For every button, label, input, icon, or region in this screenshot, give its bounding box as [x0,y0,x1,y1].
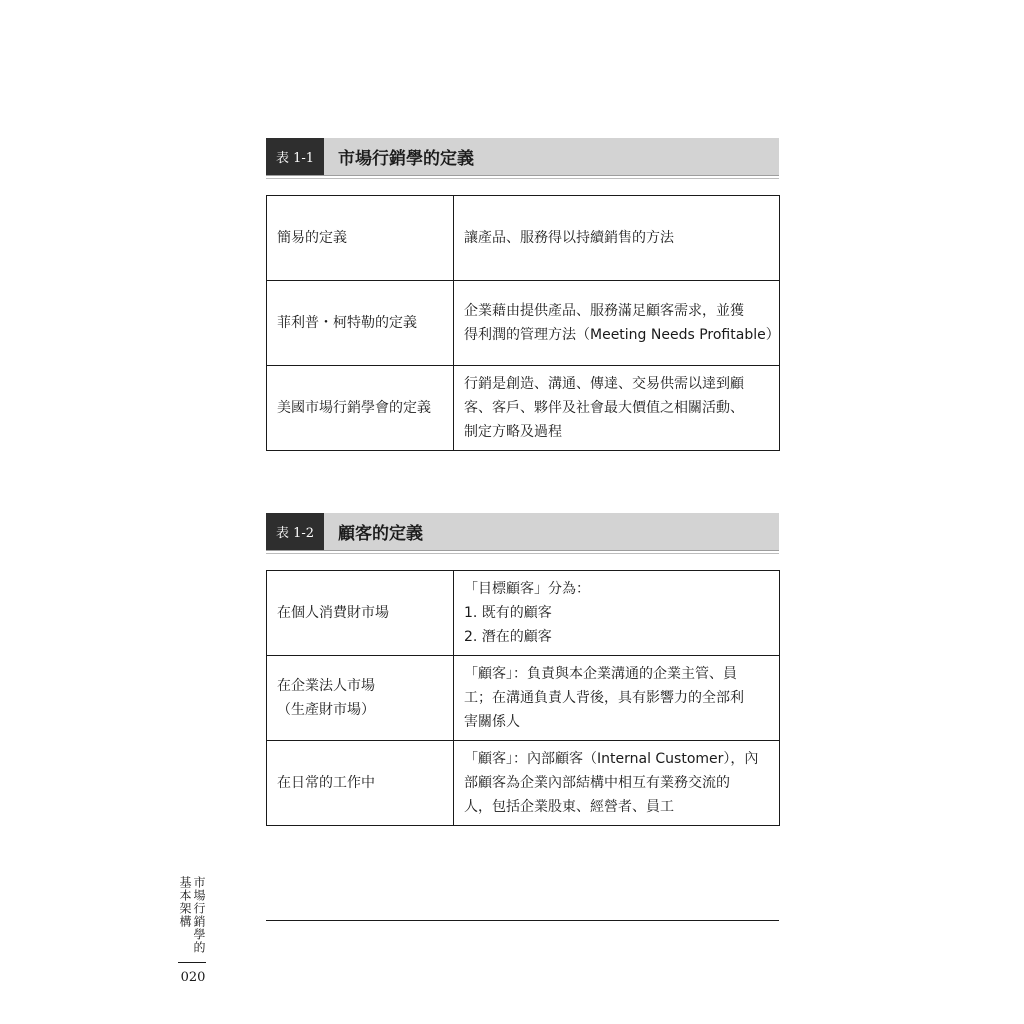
value-line: 客、客戶、夥伴及社會最大價值之相關活動、 [464,400,744,416]
table-cell-key: 菲利普・柯特勒的定義 [267,281,454,366]
value-line: 人，包括企業股東、經營者、員工 [464,799,674,815]
value-line: 部顧客為企業內部結構中相互有業務交流的 [464,775,730,791]
value-line: 「顧客」：內部顧客（Internal Customer），內 [464,751,759,767]
key-line: 在個人消費財市場 [277,605,389,621]
value-line: 1. 既有的顧客 [464,605,552,621]
value-line: 「目標顧客」分為： [464,581,590,597]
table-cell-key [267,656,454,741]
table-row [267,196,780,281]
table-cell-key: 美國市場行銷學會的定義 [267,366,454,451]
key-line: 在日常的工作中 [277,775,375,791]
table1-title: 市場行銷學的定義 [338,149,474,169]
value-line: 工；在溝通負責人背後，具有影響力的全部利 [464,690,744,706]
table1-tag: 表 1-1 [266,138,324,175]
key-line: （生產財市場） [277,702,375,718]
table2 [266,570,780,826]
table-row [267,366,780,451]
value-line: 2. 潛在的顧客 [464,629,552,645]
table-cell-value [454,196,780,281]
table2-tag: 表 1-2 [266,513,324,550]
page-number: 020 [180,970,206,985]
value-line: 制定方略及過程 [464,424,562,440]
chapter-title-line2: 基本架構 [178,876,192,928]
key-line: 在企業法人市場 [277,678,375,694]
value-line: 害關係人 [464,714,520,730]
table-row [267,656,780,741]
value-line: 得利潤的管理方法（Meeting Needs Profitable） [464,327,780,343]
value-line: 行銷是創造、溝通、傳達、交易供需以達到顧 [464,376,744,392]
value-line: 「顧客」：負責與本企業溝通的企業主管、員 [464,666,737,682]
table-cell-value [454,571,780,656]
table-cell-key [267,571,454,656]
table1-header [266,138,779,176]
table-cell-value [454,741,780,826]
table-row [267,571,780,656]
chapter-title-line1: 市場行銷學的 [192,876,206,954]
footer-divider [266,920,779,921]
table-cell-value [454,366,780,451]
table2-title: 顧客的定義 [338,524,423,544]
table-cell-value [454,656,780,741]
value-line: 讓產品、服務得以持續銷售的方法 [464,230,674,246]
table-row [267,741,780,826]
table-row [267,281,780,366]
value-line: 企業藉由提供產品、服務滿足顧客需求，並獲 [464,303,744,319]
table1 [266,195,780,451]
table-cell-key: 簡易的定義 [267,196,454,281]
sidebar-divider [178,962,206,963]
table2-header [266,513,779,551]
table-cell-value [454,281,780,366]
table-cell-key [267,741,454,826]
